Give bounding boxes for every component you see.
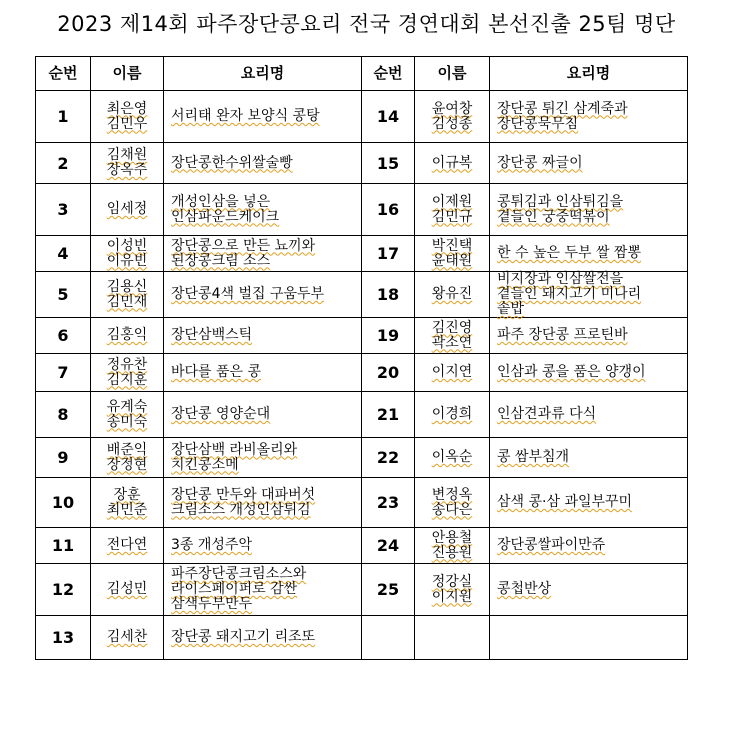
entry-number: 21 (362, 392, 415, 438)
dish-name (490, 438, 688, 478)
entry-names (415, 438, 490, 478)
dish-name (164, 438, 362, 478)
dish-line: 장단콩4색 벌집 구움두부 (171, 286, 325, 302)
dish-line: 장단콩 영양순대 (171, 406, 271, 422)
dish-line: 콩첩반상 (497, 581, 552, 597)
participant-name: 김성민 (106, 581, 148, 597)
header-num-right: 순번 (362, 57, 415, 91)
dish-name (164, 564, 362, 616)
page-title: 2023 제14회 파주장단콩요리 전국 경연대회 본선진출 25팀 명단 (57, 12, 676, 36)
dish-name (490, 318, 688, 354)
participant-name: 이제원 (431, 193, 473, 210)
dish-line: 3종 개성주악 (171, 537, 252, 553)
participant-name: 배준익 (106, 441, 148, 458)
dish-name (490, 616, 688, 660)
entry-number: 18 (362, 272, 415, 318)
participant-name: 안용철 (431, 529, 473, 546)
dish-line: 삼색 콩·삼 과일부꾸미 (497, 494, 633, 510)
entry-number: 23 (362, 478, 415, 528)
entry-names (415, 564, 490, 616)
dish-name (490, 564, 688, 616)
entry-names (91, 272, 164, 318)
participant-name: 이규복 (431, 154, 473, 171)
table-row (36, 564, 688, 616)
dish-name (490, 528, 688, 564)
dish-line: 콩 쌈부침개 (497, 449, 570, 465)
dish-line: 장단콩 튀긴 삼계죽과 (497, 100, 628, 117)
participant-name: 윤여창 (431, 100, 473, 117)
dish-name (490, 354, 688, 392)
table-row (36, 616, 688, 660)
participant-name: 윤태원 (431, 252, 473, 269)
entry-names (415, 143, 490, 184)
participant-name: 장정현 (106, 456, 148, 473)
dish-line: 한 수 높은 두부 쌀 짬뽕 (497, 245, 641, 261)
entry-number: 11 (36, 528, 91, 564)
dish-name (164, 392, 362, 438)
participant-name: 정유찬 (106, 356, 148, 373)
participant-name: 김채원 (106, 147, 148, 163)
finalist-table (35, 56, 688, 660)
participant-name: 김용신 (106, 278, 148, 295)
dish-name (164, 236, 362, 272)
entry-names (415, 272, 490, 318)
dish-name (490, 184, 688, 236)
dish-line: 곁들인 돼지고기 미나리 (497, 286, 642, 302)
participant-name: 김진영 (431, 319, 473, 336)
entry-names (91, 184, 164, 236)
header-dish-right: 요리명 (490, 57, 688, 91)
dish-name (490, 91, 688, 143)
entry-number: 20 (362, 354, 415, 392)
table-row (36, 528, 688, 564)
entry-number: 14 (362, 91, 415, 143)
entry-names (415, 91, 490, 143)
participant-name: 왕유진 (431, 286, 473, 302)
participant-name: 이지연 (431, 364, 473, 380)
header-row (36, 57, 688, 91)
entry-number: 22 (362, 438, 415, 478)
dish-line: 장단삼백스틱 (171, 327, 253, 343)
dish-line: 파주 장단콩 프로틴바 (497, 327, 628, 343)
dish-line: 인삼과 콩을 품은 양갱이 (497, 364, 646, 380)
table-row (36, 438, 688, 478)
entry-names (91, 91, 164, 143)
dish-name (164, 272, 362, 318)
dish-line: 장단콩한수위쌀술빵 (171, 154, 293, 171)
dish-line: 장단삼백 라비올리와 (171, 441, 298, 458)
dish-name (164, 318, 362, 354)
header-name-left: 이름 (91, 57, 164, 91)
dish-name (164, 143, 362, 184)
dish-line: 인삼파운드케이크 (171, 208, 280, 225)
entry-number: 3 (36, 184, 91, 236)
dish-line: 인삼견과류 다식 (497, 406, 597, 422)
table-row (36, 354, 688, 392)
participant-name: 이경희 (431, 406, 473, 422)
participant-name: 진용원 (431, 544, 473, 561)
entry-number: 10 (36, 478, 91, 528)
dish-line: 장단콩쌀파이만쥬 (497, 537, 606, 553)
dish-name (490, 392, 688, 438)
participant-name: 장훈 (113, 486, 141, 503)
participant-name: 김민규 (431, 208, 473, 225)
header-num-left: 순번 (36, 57, 91, 91)
participant-name: 김민재 (106, 293, 148, 310)
entry-names (91, 478, 164, 528)
dish-line: 서리태 완자 보양식 콩탕 (171, 108, 320, 124)
participant-name: 송다은 (431, 501, 473, 518)
entry-number: 5 (36, 272, 91, 318)
dish-line: 치킨콩소메 (171, 456, 239, 473)
participant-name: 이유빈 (106, 252, 148, 269)
entry-number: 2 (36, 143, 91, 184)
entry-names (415, 184, 490, 236)
participant-name: 이성빈 (106, 237, 148, 254)
entry-number: 9 (36, 438, 91, 478)
participant-name: 송미숙 (106, 413, 148, 430)
table-row (36, 478, 688, 528)
dish-name (164, 616, 362, 660)
table-row (36, 143, 688, 184)
participant-name: 곽소연 (431, 334, 473, 351)
participant-name: 정강실 (431, 573, 473, 590)
participant-name: 김성종 (431, 115, 473, 132)
table-row (36, 184, 688, 236)
entry-names (91, 528, 164, 564)
entry-number: 13 (36, 616, 91, 660)
dish-line: 개성인삼을 넣은 (171, 193, 271, 210)
dish-line: 바다를 품은 콩 (171, 364, 262, 380)
dish-line: 된장콩크림 소스 (171, 252, 271, 269)
entry-names (415, 528, 490, 564)
dish-name (164, 528, 362, 564)
participant-name: 변정옥 (431, 486, 473, 503)
participant-name: 김지훈 (106, 371, 148, 388)
entry-names (91, 143, 164, 184)
entry-names (91, 318, 164, 354)
dish-line: 삼색두부만두 (171, 596, 253, 612)
entry-names (91, 236, 164, 272)
entry-names (91, 564, 164, 616)
dish-line: 콩튀김과 인삼튀김을 (497, 193, 624, 210)
dish-name (490, 478, 688, 528)
participant-name: 전다연 (106, 537, 148, 553)
entry-names (91, 354, 164, 392)
entry-names (415, 236, 490, 272)
dish-line: 파주장단콩크림소스와 (171, 566, 307, 582)
entry-names (91, 392, 164, 438)
participant-name: 최민준 (106, 501, 148, 518)
dish-line: 비지장과 인삼쌀전을 (497, 271, 624, 287)
entry-names (415, 354, 490, 392)
entry-number: 4 (36, 236, 91, 272)
entry-names (415, 392, 490, 438)
participant-name: 이옥순 (431, 449, 473, 465)
entry-number: 15 (362, 143, 415, 184)
participant-name: 김세찬 (106, 629, 148, 645)
participant-name: 장옥주 (106, 162, 148, 178)
table-row (36, 272, 688, 318)
dish-name (490, 143, 688, 184)
dish-line: 라이스페이퍼로 감싼 (171, 581, 298, 597)
participant-name: 박진택 (431, 237, 473, 254)
dish-name (164, 354, 362, 392)
table-row (36, 392, 688, 438)
entry-number: 19 (362, 318, 415, 354)
entry-number: 6 (36, 318, 91, 354)
dish-line: 장단콩으로 만든 뇨끼와 (171, 237, 316, 254)
entry-number: 25 (362, 564, 415, 616)
dish-name (164, 478, 362, 528)
dish-line: 솥밥 (497, 301, 525, 317)
table-row (36, 91, 688, 143)
entry-names (91, 438, 164, 478)
entry-number: 7 (36, 354, 91, 392)
dish-line: 장단콩 돼지고기 리조또 (171, 629, 316, 645)
entry-number: 24 (362, 528, 415, 564)
dish-line: 장단콩 짜글이 (497, 154, 583, 171)
entry-names (91, 616, 164, 660)
entry-names (415, 318, 490, 354)
dish-line: 장단콩묵무침 (497, 115, 579, 132)
header-name-right: 이름 (415, 57, 490, 91)
participant-name: 최은영 (106, 100, 148, 117)
table-row (36, 236, 688, 272)
table-row (36, 318, 688, 354)
header-dish-left: 요리명 (164, 57, 362, 91)
entry-number: 17 (362, 236, 415, 272)
dish-name (490, 236, 688, 272)
entry-names (415, 616, 490, 660)
participant-name: 임세정 (106, 201, 148, 217)
entry-names (415, 478, 490, 528)
dish-name (490, 272, 688, 318)
entry-number: 1 (36, 91, 91, 143)
entry-number (362, 616, 415, 660)
dish-name (164, 184, 362, 236)
entry-number: 8 (36, 392, 91, 438)
participant-name: 유계숙 (106, 398, 148, 415)
participant-name: 김민우 (106, 115, 148, 132)
dish-line: 곁들인 궁중떡볶이 (497, 208, 610, 225)
entry-number: 16 (362, 184, 415, 236)
dish-line: 장단콩 만두와 대파버섯 (171, 486, 316, 503)
entry-number: 12 (36, 564, 91, 616)
participant-name: 이지원 (431, 588, 473, 605)
dish-line: 크림소스 개성인삼튀김 (171, 501, 311, 518)
participant-name: 김홍익 (106, 327, 148, 343)
dish-name (164, 91, 362, 143)
